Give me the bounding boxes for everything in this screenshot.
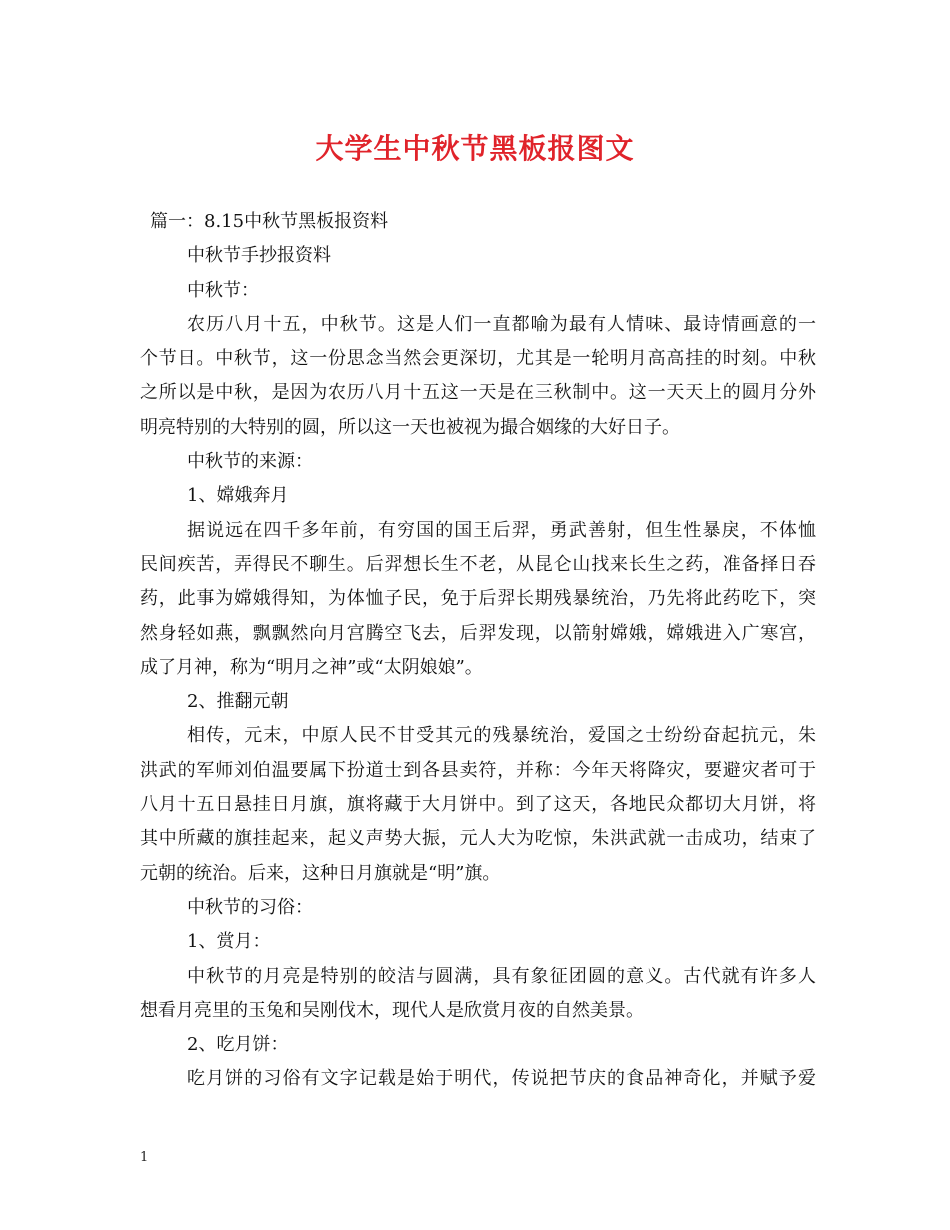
text-line: 据说远在四千多年前，有穷国的国王后羿，勇武善射，但生性暴戾，不体恤 bbox=[187, 519, 816, 541]
text-line: 吃月饼的习俗有文字记载是始于明代，传说把节庆的食品神奇化，并赋予爱 bbox=[187, 1068, 816, 1090]
text-line: 个节日。中秋节，这一份思念当然会更深切，尤其是一轮明月高高挂的时刻。中秋 bbox=[140, 348, 816, 370]
text-line: 中秋节： bbox=[187, 279, 259, 301]
text-line: 然身轻如燕，飘飘然向月宫腾空飞去，后羿发现，以箭射嫦娥，嫦娥进入广寒宫， bbox=[140, 622, 816, 644]
text-line: 明亮特别的大特别的圆，所以这一天也被视为撮合姻缘的大好日子。 bbox=[140, 416, 680, 438]
text-line: 中秋节的月亮是特别的皎洁与圆满，具有象征团圆的意义。古代就有许多人 bbox=[187, 965, 816, 987]
document-body bbox=[140, 205, 816, 1097]
text-line: 农历八月十五，中秋节。这是人们一直都喻为最有人情味、最诗情画意的一 bbox=[187, 313, 816, 335]
text-line: 2、推翻元朝 bbox=[187, 691, 289, 713]
text-line: 想看月亮里的玉兔和吴刚伐木，现代人是欣赏月夜的自然美景。 bbox=[140, 999, 644, 1021]
text-line: 成了月神，称为“明月之神”或“太阴娘娘”。 bbox=[140, 656, 483, 678]
text-line: 中秋节手抄报资料 bbox=[187, 245, 331, 267]
text-line: 1、嫦娥奔月 bbox=[187, 485, 289, 507]
text-line: 洪武的军师刘伯温要属下扮道士到各县卖符，并称：今年天将降灾，要避灾者可于 bbox=[140, 759, 816, 781]
text-line: 相传，元末，中原人民不甘受其元的残暴统治，爱国之士纷纷奋起抗元，朱 bbox=[187, 725, 816, 747]
text-line: 中秋节的习俗： bbox=[187, 896, 313, 918]
text-line: 元朝的统治。后来，这种日月旗就是“明”旗。 bbox=[140, 862, 501, 884]
text-line: 篇一：8.15中秋节黑板报资料 bbox=[150, 211, 389, 232]
page-title: 大学生中秋节黑板报图文 bbox=[315, 132, 635, 165]
text-line: 之所以是中秋，是因为农历八月十五这一天是在三秋制中。这一天天上的圆月分外 bbox=[140, 382, 816, 404]
text-line: 其中所藏的旗挂起来，起义声势大振，元人大为吃惊，朱洪武就一击成功，结束了 bbox=[140, 828, 816, 850]
text-line: 1、赏月： bbox=[187, 931, 271, 953]
text-line: 2、吃月饼： bbox=[187, 1034, 289, 1056]
text-line: 八月十五日悬挂日月旗，旗将藏于大月饼中。到了这天，各地民众都切大月饼，将 bbox=[140, 794, 816, 816]
text-line: 民间疾苦，弄得民不聊生。后羿想长生不老，从昆仑山找来长生之药，准备择日吞 bbox=[140, 553, 816, 575]
text-line: 药，此事为嫦娥得知，为体恤子民，免于后羿长期残暴统治，乃先将此药吃下，突 bbox=[140, 588, 816, 610]
page-number: 1 bbox=[140, 1150, 149, 1165]
text-line: 中秋节的来源： bbox=[187, 451, 313, 473]
